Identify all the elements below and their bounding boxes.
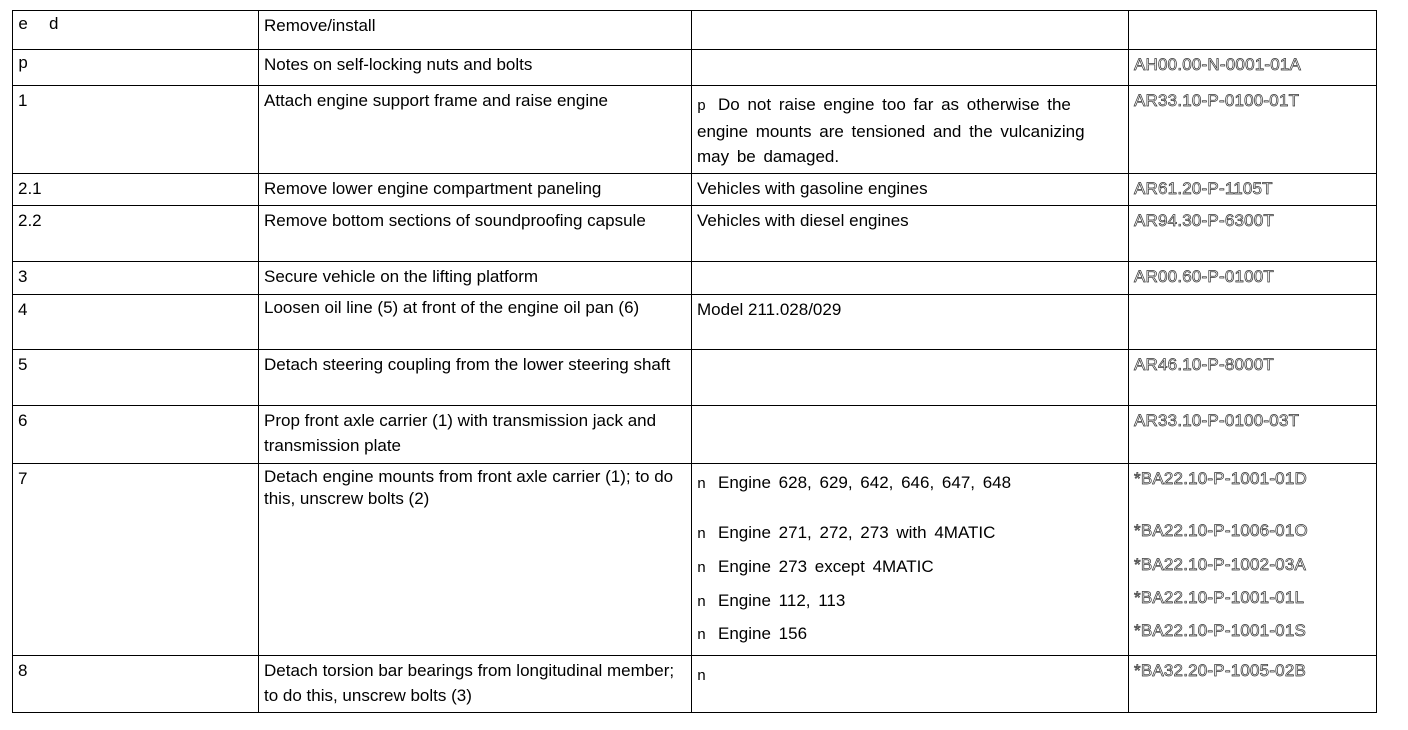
step-number: 8 bbox=[13, 656, 259, 713]
step-row bbox=[13, 206, 1377, 262]
header-title: Remove/install bbox=[259, 11, 692, 50]
step-row bbox=[13, 406, 1377, 464]
step-notes bbox=[692, 86, 1129, 174]
step-number: 2.1 bbox=[13, 174, 259, 206]
ref-link[interactable]: *BA22.10-P-1002-03A bbox=[1134, 555, 1307, 574]
bullet-icon: n bbox=[697, 476, 707, 493]
step-row bbox=[13, 262, 1377, 295]
note-text: Do not raise engine too far as otherwise the engine mounts are tensioned and the vulcanizing may be damaged. bbox=[697, 95, 1085, 166]
step-refs bbox=[1129, 262, 1377, 295]
step-row bbox=[13, 295, 1377, 350]
step-operation: Secure vehicle on the lifting platform bbox=[259, 262, 692, 295]
step-operation: Detach engine mounts from front axle carrier (1); to do this, unscrew bolts (2) bbox=[259, 464, 692, 656]
step-notes bbox=[692, 206, 1129, 262]
step-refs bbox=[1129, 50, 1377, 86]
step-refs bbox=[1129, 86, 1377, 174]
step-row bbox=[13, 50, 1377, 86]
step-refs bbox=[1129, 406, 1377, 464]
step-operation: Loosen oil line (5) at front of the engine oil pan (6) bbox=[259, 295, 692, 350]
note-item bbox=[697, 470, 1124, 520]
step-operation: Remove lower engine compartment paneling bbox=[259, 174, 692, 206]
header-notes-cell bbox=[692, 11, 1129, 50]
note-symbol: p bbox=[697, 98, 707, 115]
ref-link[interactable]: AR94.30-P-6300T bbox=[1134, 211, 1275, 230]
step-refs bbox=[1129, 206, 1377, 262]
note-text: Engine 628, 629, 642, 646, 647, 648 bbox=[718, 473, 1012, 492]
ref-link[interactable]: *BA22.10-P-1006-01O bbox=[1134, 521, 1308, 540]
step-number: 6 bbox=[13, 406, 259, 464]
bullet-icon: n bbox=[697, 668, 707, 685]
bullet-icon: n bbox=[697, 627, 707, 644]
note-item bbox=[697, 554, 1124, 588]
step-row bbox=[13, 174, 1377, 206]
step-refs bbox=[1129, 464, 1377, 656]
step-operation: Prop front axle carrier (1) with transmission jack and transmission plate bbox=[259, 406, 692, 464]
step-number: 5 bbox=[13, 350, 259, 406]
step-refs bbox=[1129, 174, 1377, 206]
step-notes bbox=[692, 656, 1129, 713]
step-notes bbox=[692, 350, 1129, 406]
ref-link[interactable]: *BA22.10-P-1001-01S bbox=[1134, 621, 1307, 640]
step-row bbox=[13, 86, 1377, 174]
step-notes bbox=[692, 464, 1129, 656]
step-number: 4 bbox=[13, 295, 259, 350]
step-refs bbox=[1129, 656, 1377, 713]
step-notes bbox=[692, 406, 1129, 464]
note-text: Engine 273 except 4MATIC bbox=[718, 557, 934, 576]
ref-link[interactable]: AR61.20-P-1105T bbox=[1134, 179, 1273, 198]
note-text: Engine 156 bbox=[718, 624, 808, 643]
note-text: Vehicles with gasoline engines bbox=[697, 179, 928, 198]
step-notes bbox=[692, 295, 1129, 350]
note-text: Engine 112, 113 bbox=[718, 591, 846, 610]
ref-link[interactable]: AR33.10-P-0100-03T bbox=[1134, 411, 1300, 430]
step-number: 1 bbox=[13, 86, 259, 174]
step-row bbox=[13, 350, 1377, 406]
step-notes bbox=[692, 50, 1129, 86]
step-operation: Remove bottom sections of soundproofing capsule bbox=[259, 206, 692, 262]
step-operation: Notes on self-locking nuts and bolts bbox=[259, 50, 692, 86]
note-text: Vehicles with diesel engines bbox=[697, 211, 909, 230]
ref-link[interactable]: AR46.10-P-8000T bbox=[1134, 355, 1275, 374]
step-notes bbox=[692, 174, 1129, 206]
step-operation: Detach steering coupling from the lower steering shaft bbox=[259, 350, 692, 406]
ref-link[interactable]: AR33.10-P-0100-01T bbox=[1134, 91, 1300, 110]
note-item bbox=[697, 520, 1124, 554]
procedure-sheet bbox=[12, 10, 1377, 713]
header-row bbox=[13, 11, 1377, 50]
step-operation: Attach engine support frame and raise engine bbox=[259, 86, 692, 174]
step-number: 7 bbox=[13, 464, 259, 656]
bullet-icon: n bbox=[697, 526, 707, 543]
step-notes bbox=[692, 262, 1129, 295]
step-refs bbox=[1129, 295, 1377, 350]
step-number: p bbox=[13, 50, 259, 86]
bullet-icon: n bbox=[697, 560, 707, 577]
bullet-icon: n bbox=[697, 594, 707, 611]
step-row bbox=[13, 464, 1377, 656]
note-item bbox=[697, 588, 1124, 621]
step-number: 2.2 bbox=[13, 206, 259, 262]
step-operation: Detach torsion bar bearings from longitudinal member; to do this, unscrew bolts (3) bbox=[259, 656, 692, 713]
header-symbol: e d bbox=[13, 11, 259, 50]
ref-link[interactable]: *BA22.10-P-1001-01L bbox=[1134, 588, 1305, 607]
ref-link[interactable]: AH00.00-N-0001-01A bbox=[1134, 55, 1302, 74]
header-refs-cell bbox=[1129, 11, 1377, 50]
step-row bbox=[13, 656, 1377, 713]
step-number: 3 bbox=[13, 262, 259, 295]
procedure-table bbox=[12, 10, 1377, 713]
note-text: Model 211.028/029 bbox=[697, 300, 842, 319]
step-refs bbox=[1129, 350, 1377, 406]
note-text: Engine 271, 272, 273 with 4MATIC bbox=[718, 523, 996, 542]
note-item bbox=[697, 621, 1124, 651]
ref-link[interactable]: *BA32.20-P-1005-02B bbox=[1134, 661, 1307, 680]
ref-link[interactable]: AR00.60-P-0100T bbox=[1134, 267, 1275, 286]
ref-link[interactable]: *BA22.10-P-1001-01D bbox=[1134, 469, 1307, 488]
